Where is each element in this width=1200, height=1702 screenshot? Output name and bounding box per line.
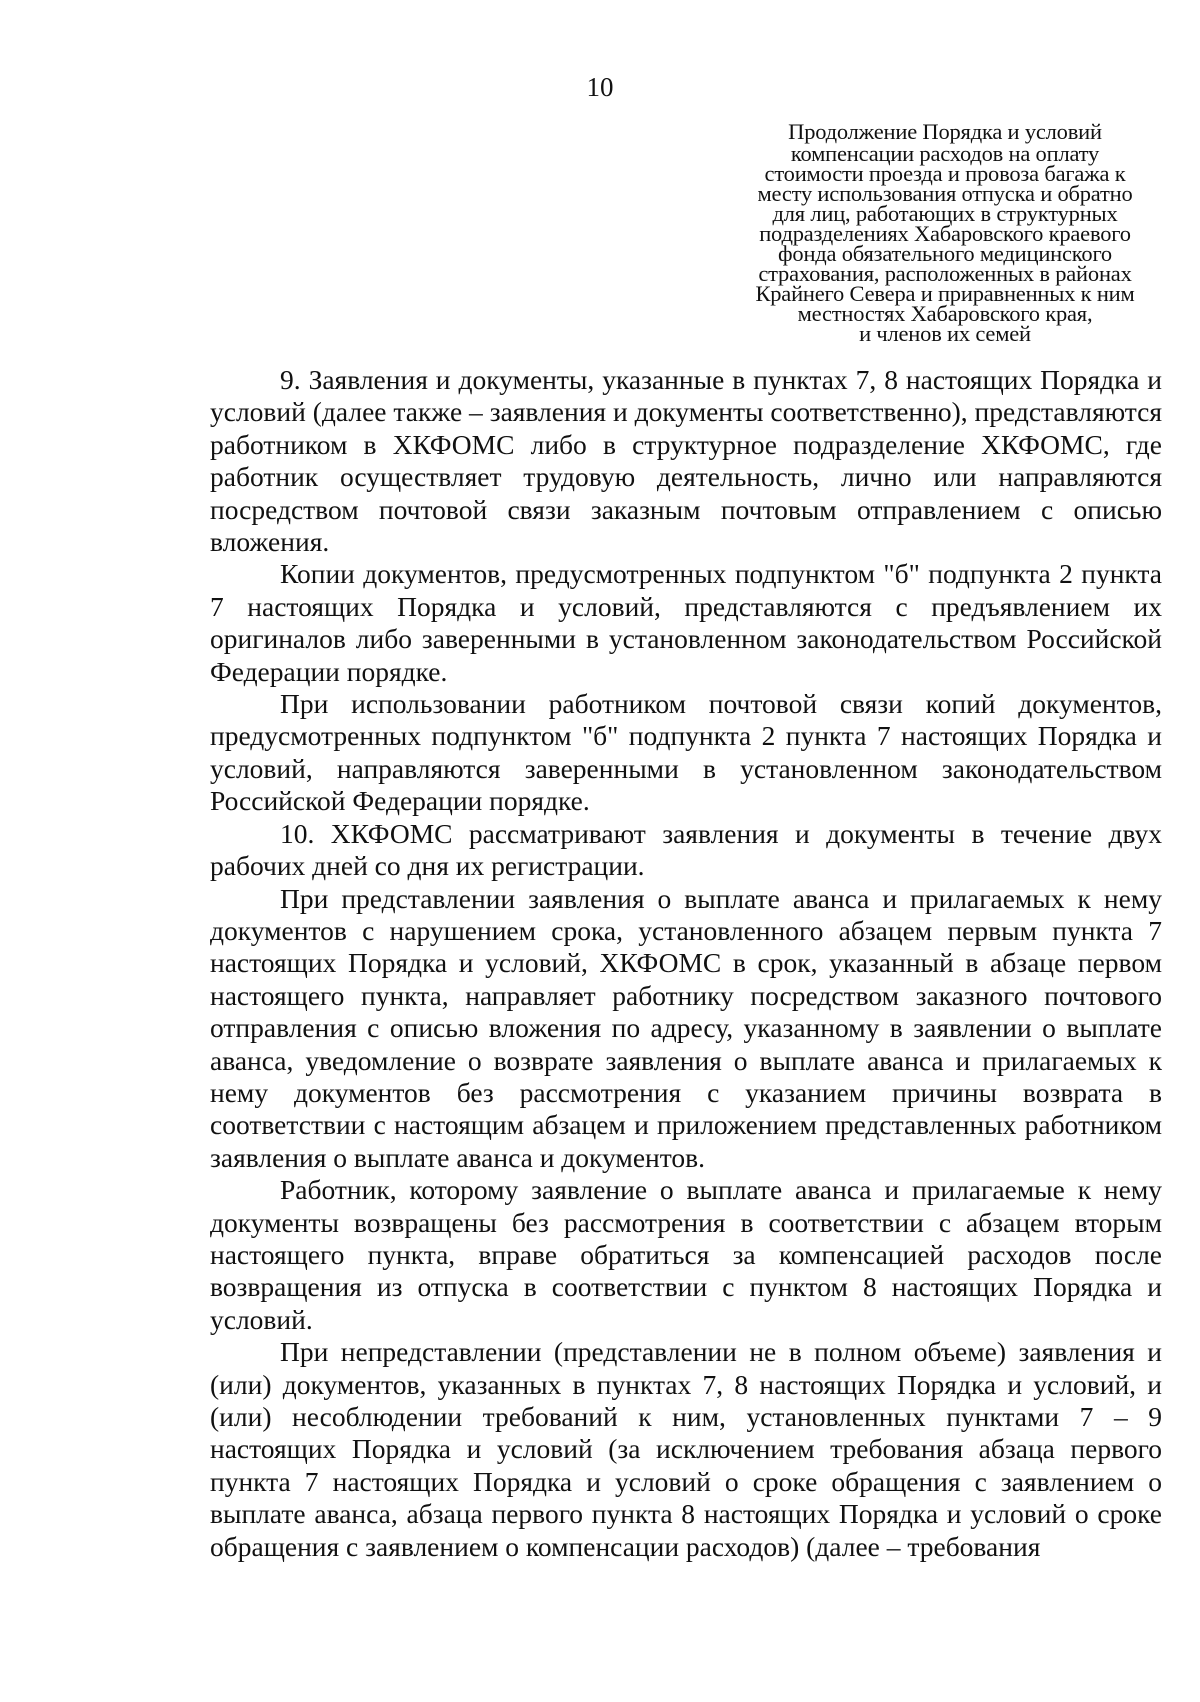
paragraph-postal: При использовании работником почтовой связи копий документов, предусмотренных подпунктом "б" подпункта 2 пункта 7 настоящих Порядка и условий, направляются заверенными в установленном законодательством Российской Федерации порядке. <box>210 688 1162 817</box>
page-number: 10 <box>586 72 614 102</box>
header-line: месту использования отпуска и обратно <box>757 181 1133 206</box>
header-line: стоимости проезда и провоза багажа к <box>764 161 1126 186</box>
header-line: и членов их семей <box>859 321 1031 346</box>
document-header <box>727 119 1163 346</box>
paragraph-item-9: 9. Заявления и документы, указанные в пунктах 7, 8 настоящих Порядка и условий (далее также – заявления и документы соответственно), представляются работником в ХКФОМС либо в структурное подразделение ХКФОМС, где работник осуществляет трудовую деятельность, лично или направляются посредством почтовой связи заказным почтовым отправлением с описью вложения. <box>210 364 1162 558</box>
header-line: подразделениях Хабаровского краевого <box>759 221 1131 246</box>
document-body <box>210 364 1162 1563</box>
header-line: фонда обязательного медицинского <box>778 241 1112 266</box>
header-line: местностях Хабаровского края, <box>797 301 1093 326</box>
paragraph-item-10: 10. ХКФОМС рассматривают заявления и документы в течение двух рабочих дней со дня их регистрации. <box>210 817 1162 882</box>
paragraph-advance-return: При представлении заявления о выплате аванса и прилагаемых к нему документов с нарушением срока, установленного абзацем первым пункта 7 настоящих Порядка и условий, ХКФОМС в срок, указанный в абзаце первом настоящего пункта, направляет работнику посредством заказного почтового отправления с описью вложения по адресу, указанному в заявлении о выплате аванса, уведомление о возврате заявления о выплате аванса и прилагаемых к нему документов без рассмотрения с указанием причины возврата в соответствии с настоящим абзацем и приложением представленных работником заявления о выплате аванса и документов. <box>210 882 1162 1173</box>
paragraph-employee-right: Работник, которому заявление о выплате аванса и прилагаемые к нему документы возвращены без рассмотрения в соответствии с абзацем вторым настоящего пункта, вправе обратиться за компенсацией расходов после возвращения из отпуска в соответствии с пунктом 8 настоящих Порядка и условий. <box>210 1174 1162 1335</box>
header-line: страхования, расположенных в районах <box>758 261 1132 286</box>
paragraph-non-submission: При непредставлении (представлении не в полном объеме) заявления и (или) документов, указанных в пунктах 7, 8 настоящих Порядка и условий, и (или) несоблюдении требований к ним, установленных пунктами 7 – 9 настоящих Порядка и условий (за исключением требования абзаца первого пункта 7 настоящих Порядка и условий о сроке обращения с заявлением о выплате аванса, абзаца первого пункта 8 настоящих Порядка и условий о сроке обращения с заявлением о компенсации расходов) (далее – требования <box>210 1336 1162 1562</box>
header-line: Крайнего Севера и приравненных к ним <box>755 281 1135 306</box>
header-line: Продолжение Порядка и условий <box>788 119 1102 144</box>
header-line: для лиц, работающих в структурных <box>772 201 1118 226</box>
header-line: компенсации расходов на оплату <box>790 141 1100 166</box>
paragraph-copies: Копии документов, предусмотренных подпунктом "б" подпункта 2 пункта 7 настоящих Порядка и условий, представляются с предъявлением их оригиналов либо заверенными в установленном законодательством Российской Федерации порядке. <box>210 558 1162 687</box>
